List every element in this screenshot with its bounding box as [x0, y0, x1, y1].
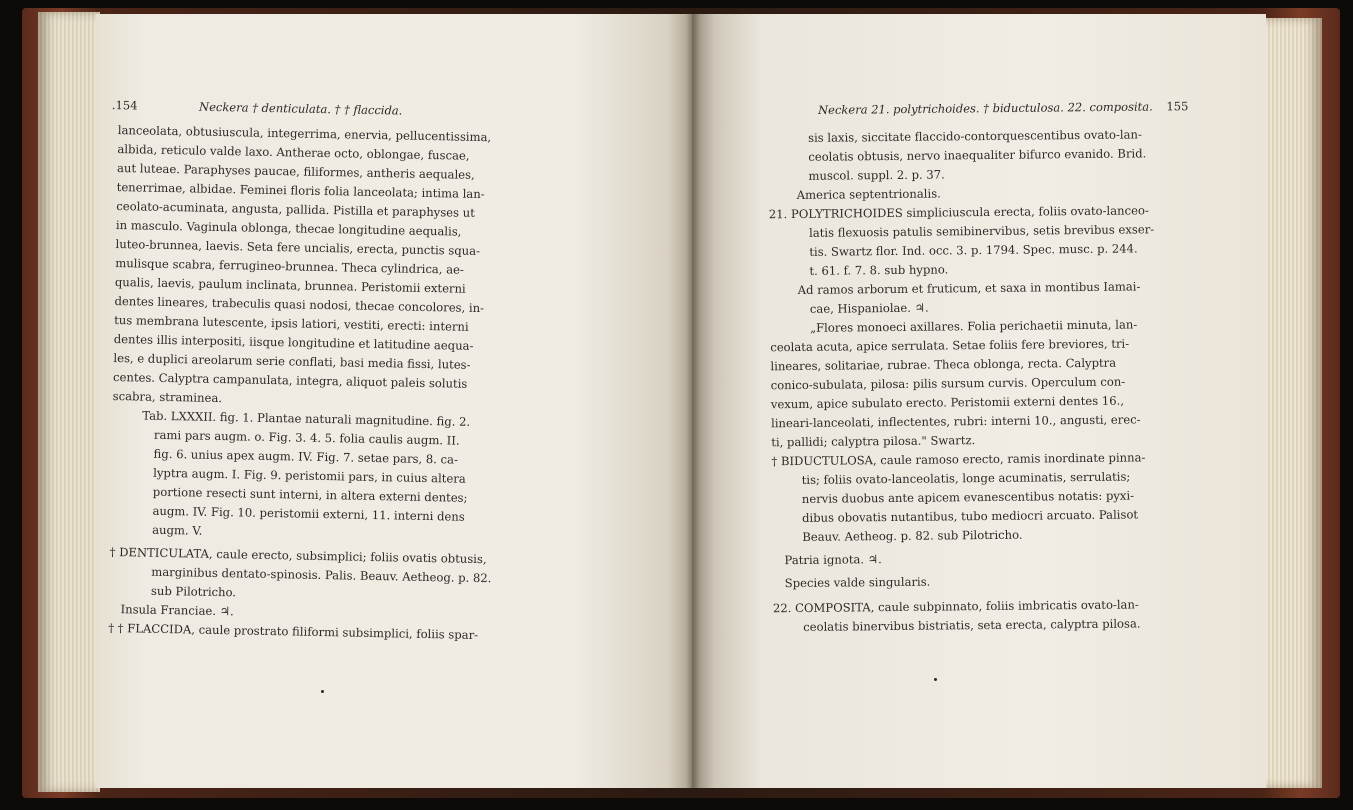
- species-entry-line: marginibus dentato-spinosis. Palis. Beauv. Aetheog. p. 82.: [151, 564, 492, 586]
- species-entry-line: 22. COMPOSITA, caule subpinnato, foliis imbricatis ovato-lan-: [772, 597, 1139, 616]
- species-entry-line: ceolatis binervibus bistriatis, seta erecta, calyptra pilosa.: [803, 616, 1141, 634]
- species-entry-line: tis; foliis ovato-lanceolatis, longe acuminatis, serrulatis;: [801, 469, 1131, 487]
- text-line: les, e duplici areolarum serie conflati, basi media fissi, lutes-: [113, 350, 471, 372]
- page-edges-right: [1262, 18, 1322, 788]
- remark-line: Species valde singularis.: [784, 574, 931, 591]
- species-entry-line: † BIDUCTULOSA, caule ramoso erecto, ramis inordinate pinna-: [771, 450, 1146, 469]
- text-line: mulisque scabra, ferrugineo-brunnea. Theca cylindrica, ae-: [115, 255, 465, 277]
- figure-caption-line: augm. V.: [152, 522, 203, 538]
- quote-line: vexum, apice subulato erecto. Peristomii externi dentes 16.,: [770, 393, 1125, 412]
- specks: [934, 678, 937, 681]
- specks: [321, 690, 324, 693]
- text-line: centes. Calyptra campanulata, integra, aliquot paleis solutis: [112, 369, 468, 391]
- species-entry-line: † † FLACCIDA, caule prostrato filiformi subsimplici, foliis spar-: [108, 620, 479, 643]
- quote-line: lineares, solitariae, rubrae. Theca oblonga, recta. Calyptra: [770, 355, 1117, 374]
- text-line: in masculo. Vaginula oblonga, thecae longitudine aequalis,: [115, 217, 462, 239]
- figure-caption-line: portione resecti sunt interni, in altera externi dentes;: [152, 484, 468, 505]
- text-line: luteo-brunnea, laevis. Seta fere uncialis, erecta, punctis squa-: [115, 236, 481, 258]
- text-line: sis laxis, siccitate flaccido-contorquescentibus ovato-lan-: [808, 127, 1142, 145]
- species-entry-line: tis. Swartz flor. Ind. occ. 3. p. 1794. Spec. musc. p. 244.: [809, 241, 1138, 259]
- species-entry-line: dibus obovatis nutantibus, tubo mediocri arcuato. Palisot: [802, 507, 1139, 525]
- text-line: muscol. suppl. 2. p. 37.: [808, 167, 945, 183]
- text-line: scabra, straminea.: [112, 388, 223, 406]
- quote-line: lineari-lanceolati, inflectentes, rubri: interni 10., angusti, erec-: [771, 412, 1141, 431]
- text-line: ceolatis obtusis, nervo inaequaliter bifurco evanido. Brid.: [808, 146, 1147, 164]
- quote-line: conico-subulata, pilosa: pilis sursum curvis. Operculum con-: [770, 374, 1126, 393]
- figure-caption-line: lyptra augm. I. Fig. 9. peristomii pars, in cuius altera: [153, 465, 466, 486]
- text-line: qualis, laevis, paulum inclinata, brunnea. Peristomii externi: [114, 274, 466, 296]
- species-entry-line: † DENTICULATA, caule erecto, subsimplici; foliis ovatis obtusis,: [109, 544, 487, 567]
- text-line: ceolato-acuminata, angusta, pallida. Pistilla et paraphyses ut: [116, 198, 476, 220]
- text-line: tus membrana lutescente, ipsis latiori, vestiti, erecti: interni: [114, 312, 469, 334]
- species-entry-line: 21. POLYTRICHOIDES simpliciuscula erecta, foliis ovato-lanceo-: [768, 203, 1149, 222]
- text-line: lanceolata, obtusiuscula, integerrima, enervia, pellucentissima,: [117, 122, 492, 145]
- species-entry-line: Beauv. Aetheog. p. 82. sub Pilotricho.: [802, 527, 1023, 544]
- figure-caption-line: rami pars augm. o. Fig. 3. 4. 5. folia caulis augm. II.: [153, 427, 460, 448]
- quote-line: ceolata acuta, apice serrulata. Setae foliis fere breviores, tri-: [770, 336, 1130, 355]
- habitat-line: America septentrionalis.: [796, 186, 941, 202]
- text-line: aut luteae. Paraphyses paucae, filiformes, antheris aequales,: [116, 160, 475, 182]
- species-entry-line: sub Pilotricho.: [150, 583, 237, 600]
- text-line: albida, reticulo valde laxo. Antherae octo, oblongae, fuscae,: [117, 141, 470, 163]
- habitat-line: Insula Franciae. ♃.: [120, 602, 234, 619]
- left-page-number: .154: [111, 98, 138, 113]
- left-page-body: [108, 121, 618, 648]
- text-line: dentes lineares, trabeculis quasi nodosi, thecae concolores, in-: [114, 293, 485, 316]
- figure-caption-line: augm. IV. Fig. 10. peristomii externi, 11. interni dens: [152, 503, 465, 524]
- habitat-line: cae, Hispaniolae. ♃.: [809, 300, 929, 316]
- text-line: dentes illis interpositi, iisque longitudine et latitudine aequa-: [113, 331, 474, 353]
- species-entry-line: latis flexuosis patulis semibinervibus, setis brevibus exser-: [809, 222, 1155, 240]
- habitat-line: Ad ramos arborum et fruticum, et saxa in montibus Iamai-: [797, 279, 1141, 297]
- habitat-line: Patria ignota. ♃.: [784, 552, 882, 568]
- text-line: tenerrimae, albidae. Feminei floris folia lanceolata; intima lan-: [116, 179, 485, 202]
- left-running-title: Neckera † denticulata. † † flaccida.: [198, 99, 403, 118]
- right-running-title: Neckera 21. polytrichoides. † biductulosa. 22. composita.: [818, 99, 1153, 117]
- figure-caption-line: Tab. LXXXII. fig. 1. Plantae naturali magnitudine. fig. 2.: [142, 408, 471, 429]
- right-page-body: [768, 125, 1181, 637]
- quote-line: ti, pallidi; calyptra pilosa." Swartz.: [771, 433, 976, 450]
- species-entry-line: t. 61. f. 7. 8. sub hypno.: [809, 262, 949, 278]
- page-edges-left: [38, 12, 100, 792]
- right-page-number: 155: [1166, 99, 1189, 114]
- quote-line: „Flores monoeci axillares. Folia perichaetii minuta, lan-: [810, 317, 1138, 335]
- figure-caption-line: fig. 6. unius apex augm. IV. Fig. 7. setae pars, 8. ca-: [153, 446, 459, 467]
- book-gutter: [686, 14, 700, 788]
- species-entry-line: nervis duobus ante apicem evanescentibus notatis: pyxi-: [801, 488, 1135, 506]
